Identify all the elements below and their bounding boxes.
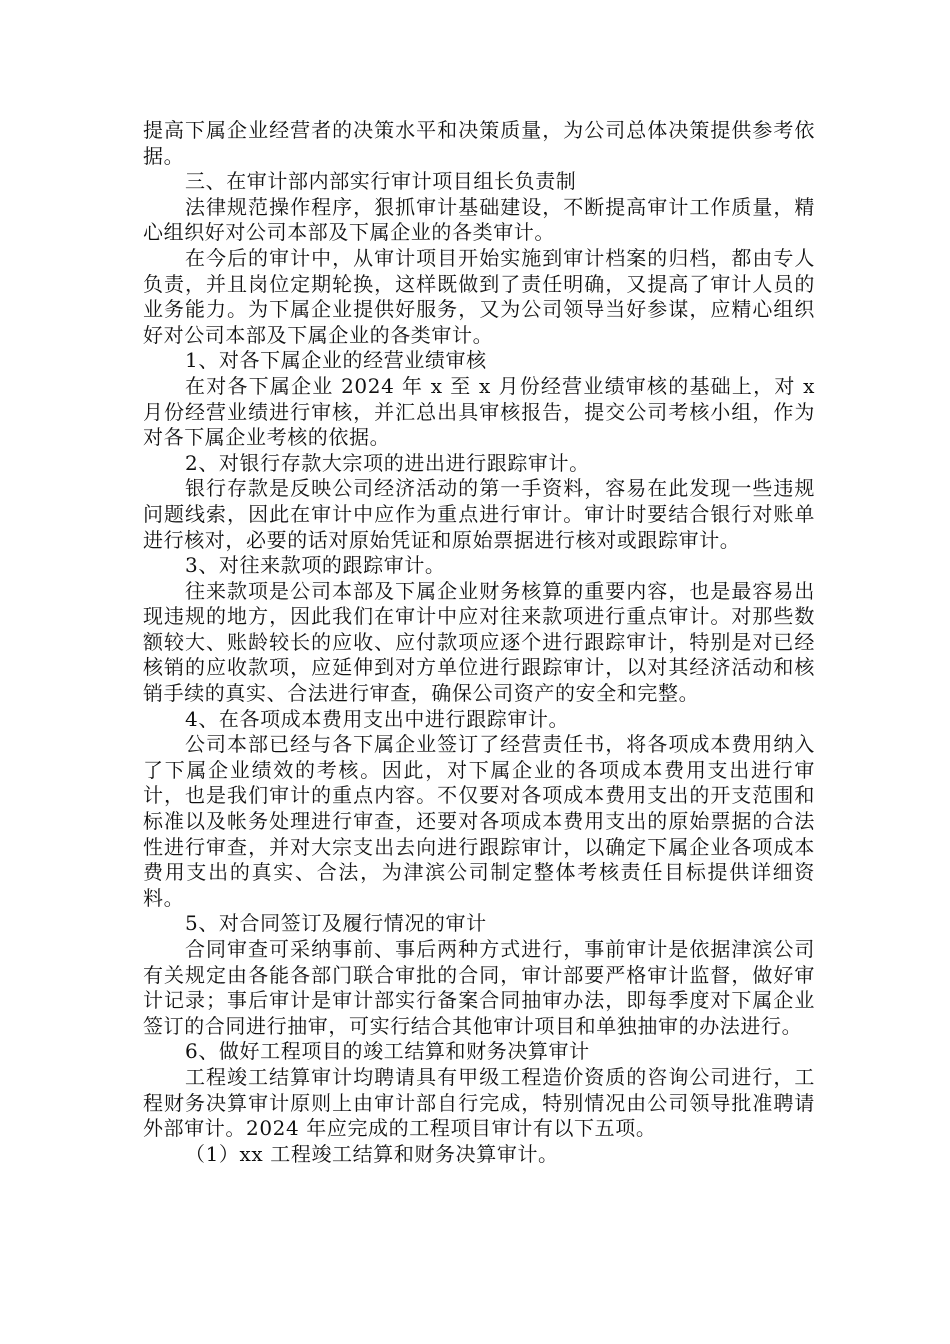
paragraph: 在对各下属企业 2024 年 x 至 x 月份经营业绩审核的基础上，对 x 月份经营业绩进行审核，并汇总出具审核报告，提交公司考核小组，作为对各下属企业考核的依据。 (143, 373, 816, 450)
section-heading: 三、在审计部内部实行审计项目组长负责制 (185, 169, 577, 194)
item-heading: 4、在各项成本费用支出中进行跟踪审计。 (185, 706, 570, 731)
document-body (143, 118, 815, 1167)
item-heading: 5、对合同签订及履行情况的审计 (185, 911, 487, 936)
paragraph: 公司本部已经与各下属企业签订了经营责任书，将各项成本费用纳入了下属企业绩效的考核。因此，对下属企业的各项成本费用支出进行审计，也是我们审计的重点内容。不仅要对各项成本费用支出的开支范围和标准以及帐务处理进行审查，还要对各项成本费用支出的原始票据的合法性进行审查，并对大宗支出去向进行跟踪审计，以确定下属企业各项成本费用支出的真实、合法，为津滨公司制定整体考核责任目标提供详细资料。 (143, 732, 815, 910)
paragraph: 银行存款是反映公司经济活动的第一手资料，容易在此发现一些违规问题线索，因此在审计中应作为重点进行审计。审计时要结合银行对账单进行核对，必要的话对原始凭证和原始票据进行核对或跟踪审计。 (143, 476, 815, 552)
paragraph: 在今后的审计中，从审计项目开始实施到审计档案的归档，都由专人负责，并且岗位定期轮换，这样既做到了责任明确，又提高了审计人员的业务能力。为下属企业提供好服务，又为公司领导当好参谋，应精心组织好对公司本部及下属企业的各类审计。 (143, 245, 815, 347)
sub-item: （1）xx 工程竣工结算和财务决算审计。 (185, 1141, 559, 1166)
item-heading: 6、做好工程项目的竣工结算和财务决算审计 (185, 1039, 590, 1064)
item-heading: 1、对各下属企业的经营业绩审核 (185, 348, 487, 373)
paragraph: 合同审查可采纳事前、事后两种方式进行，事前审计是依据津滨公司有关规定由各能各部门联合审批的合同，审计部要严格审计监督，做好审计记录；事后审计是审计部实行备案合同抽审办法，即每季度对下属企业签订的合同进行抽审，可实行结合其他审计项目和单独抽审的办法进行。 (143, 937, 815, 1038)
paragraph: 往来款项是公司本部及下属企业财务核算的重要内容，也是最容易出现违规的地方，因此我们在审计中应对往来款项进行重点审计。对那些数额较大、账龄较长的应收、应付款项应逐个进行跟踪审计，特别是对已经核销的应收款项，应延伸到对方单位进行跟踪审计，以对其经济活动和核销手续的真实、合法进行审查，确保公司资产的安全和完整。 (143, 578, 815, 706)
paragraph: 工程竣工结算审计均聘请具有甲级工程造价资质的咨询公司进行，工程财务决算审计原则上由审计部自行完成，特别情况由公司领导批准聘请外部审计。2024 年应完成的工程项目审计有以下五项。 (143, 1064, 815, 1141)
paragraph: 提高下属企业经营者的决策水平和决策质量，为公司总体决策提供参考依据。 (143, 118, 815, 168)
item-heading: 2、对银行存款大宗项的进出进行跟踪审计。 (185, 450, 590, 475)
paragraph: 法律规范操作程序，狠抓审计基础建设，不断提高审计工作质量，精心组织好对公司本部及下属企业的各类审计。 (143, 194, 815, 245)
item-heading: 3、对往来款项的跟踪审计。 (185, 553, 446, 578)
